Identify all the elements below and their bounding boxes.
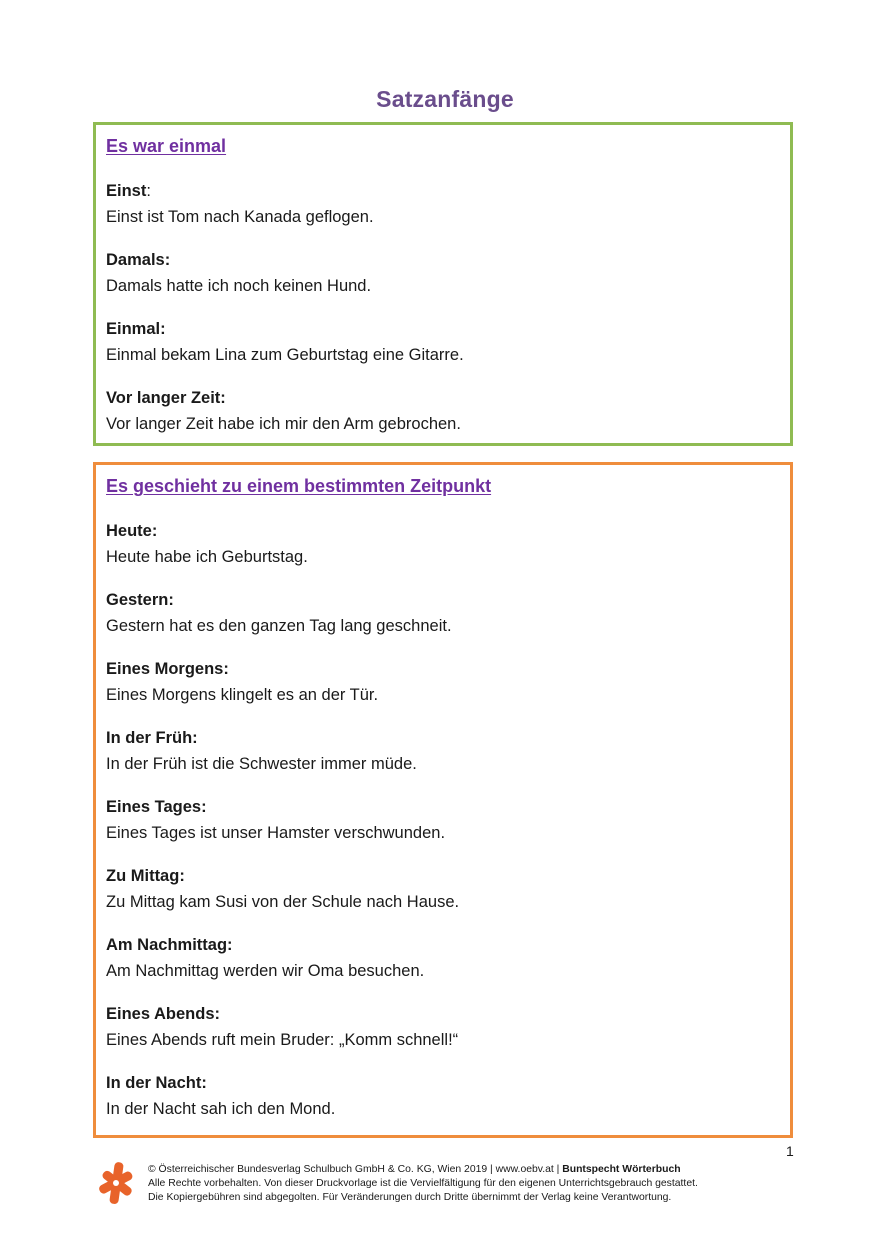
entry-sentence: Eines Tages ist unser Hamster verschwunden. (106, 824, 446, 842)
entry-label: Eines Tages: (106, 798, 207, 816)
entry-sentence: Einst ist Tom nach Kanada geflogen. (106, 208, 374, 226)
entry (106, 385, 790, 437)
footer-line2: Alle Rechte vorbehalten. Von dieser Druckvorlage ist die Vervielfältigung für den eigenen Unterrichtsgebrauch gestattet. (148, 1178, 698, 1189)
entry-label: Am Nachmittag: (106, 936, 233, 954)
entry-sentence: Vor langer Zeit habe ich mir den Arm gebrochen. (106, 415, 461, 433)
entry (106, 656, 790, 708)
section-box-zeitpunkt (93, 462, 793, 1138)
entry (106, 863, 790, 915)
entry (106, 316, 790, 368)
entry-label: Einmal: (106, 320, 166, 338)
page-number: 1 (786, 1143, 794, 1159)
entry (106, 725, 790, 777)
entry-label: In der Früh: (106, 729, 198, 747)
entry (106, 932, 790, 984)
entry (106, 587, 790, 639)
entry-sentence: Einmal bekam Lina zum Geburtstag eine Gitarre. (106, 346, 464, 364)
entry (106, 794, 790, 846)
publisher-logo-icon (96, 1160, 136, 1206)
entry-sentence: Heute habe ich Geburtstag. (106, 548, 308, 566)
entry-label: Gestern: (106, 591, 174, 609)
entry (106, 1001, 790, 1053)
entry-label: Eines Abends: (106, 1005, 220, 1023)
entry-sentence: In der Nacht sah ich den Mond. (106, 1100, 336, 1118)
entry-sentence: Damals hatte ich noch keinen Hund. (106, 277, 372, 295)
section-box-es-war-einmal (93, 122, 793, 446)
entry (106, 518, 790, 570)
entry (106, 247, 790, 299)
entry-label: Damals: (106, 251, 171, 269)
entry-label: Eines Morgens: (106, 660, 229, 678)
entry-sentence: Zu Mittag kam Susi von der Schule nach Hause. (106, 893, 460, 911)
footer-line3: Die Kopiergebühren sind abgegolten. Für Veränderungen durch Dritte übernimmt der Verlag keine Verantwortung. (148, 1192, 672, 1203)
entry-label-suffix: : (146, 182, 151, 200)
entry (106, 1070, 790, 1122)
page-title: Satzanfänge (376, 86, 514, 112)
entry-label: In der Nacht: (106, 1074, 207, 1092)
entry-label: Einst (106, 182, 147, 200)
entry-sentence: Eines Abends ruft mein Bruder: „Komm schnell!“ (106, 1031, 459, 1049)
entry-sentence: Eines Morgens klingelt es an der Tür. (106, 686, 379, 704)
entry-label: Heute: (106, 522, 158, 540)
section-heading: Es war einmal (106, 136, 227, 156)
entry (106, 178, 790, 230)
entry-sentence: In der Früh ist die Schwester immer müde. (106, 755, 417, 773)
entry-sentence: Am Nachmittag werden wir Oma besuchen. (106, 962, 425, 980)
entry-label: Zu Mittag: (106, 867, 185, 885)
footer-copyright (148, 1163, 698, 1205)
footer-line1: © Österreichischer Bundesverlag Schulbuch GmbH & Co. KG, Wien 2019 | www.oebv.at | (148, 1164, 563, 1175)
entry-label: Vor langer Zeit: (106, 389, 226, 407)
footer-book-title: Buntspecht Wörterbuch (562, 1164, 681, 1175)
entry-sentence: Gestern hat es den ganzen Tag lang geschneit. (106, 617, 452, 635)
section-heading: Es geschieht zu einem bestimmten Zeitpunkt (106, 476, 492, 496)
